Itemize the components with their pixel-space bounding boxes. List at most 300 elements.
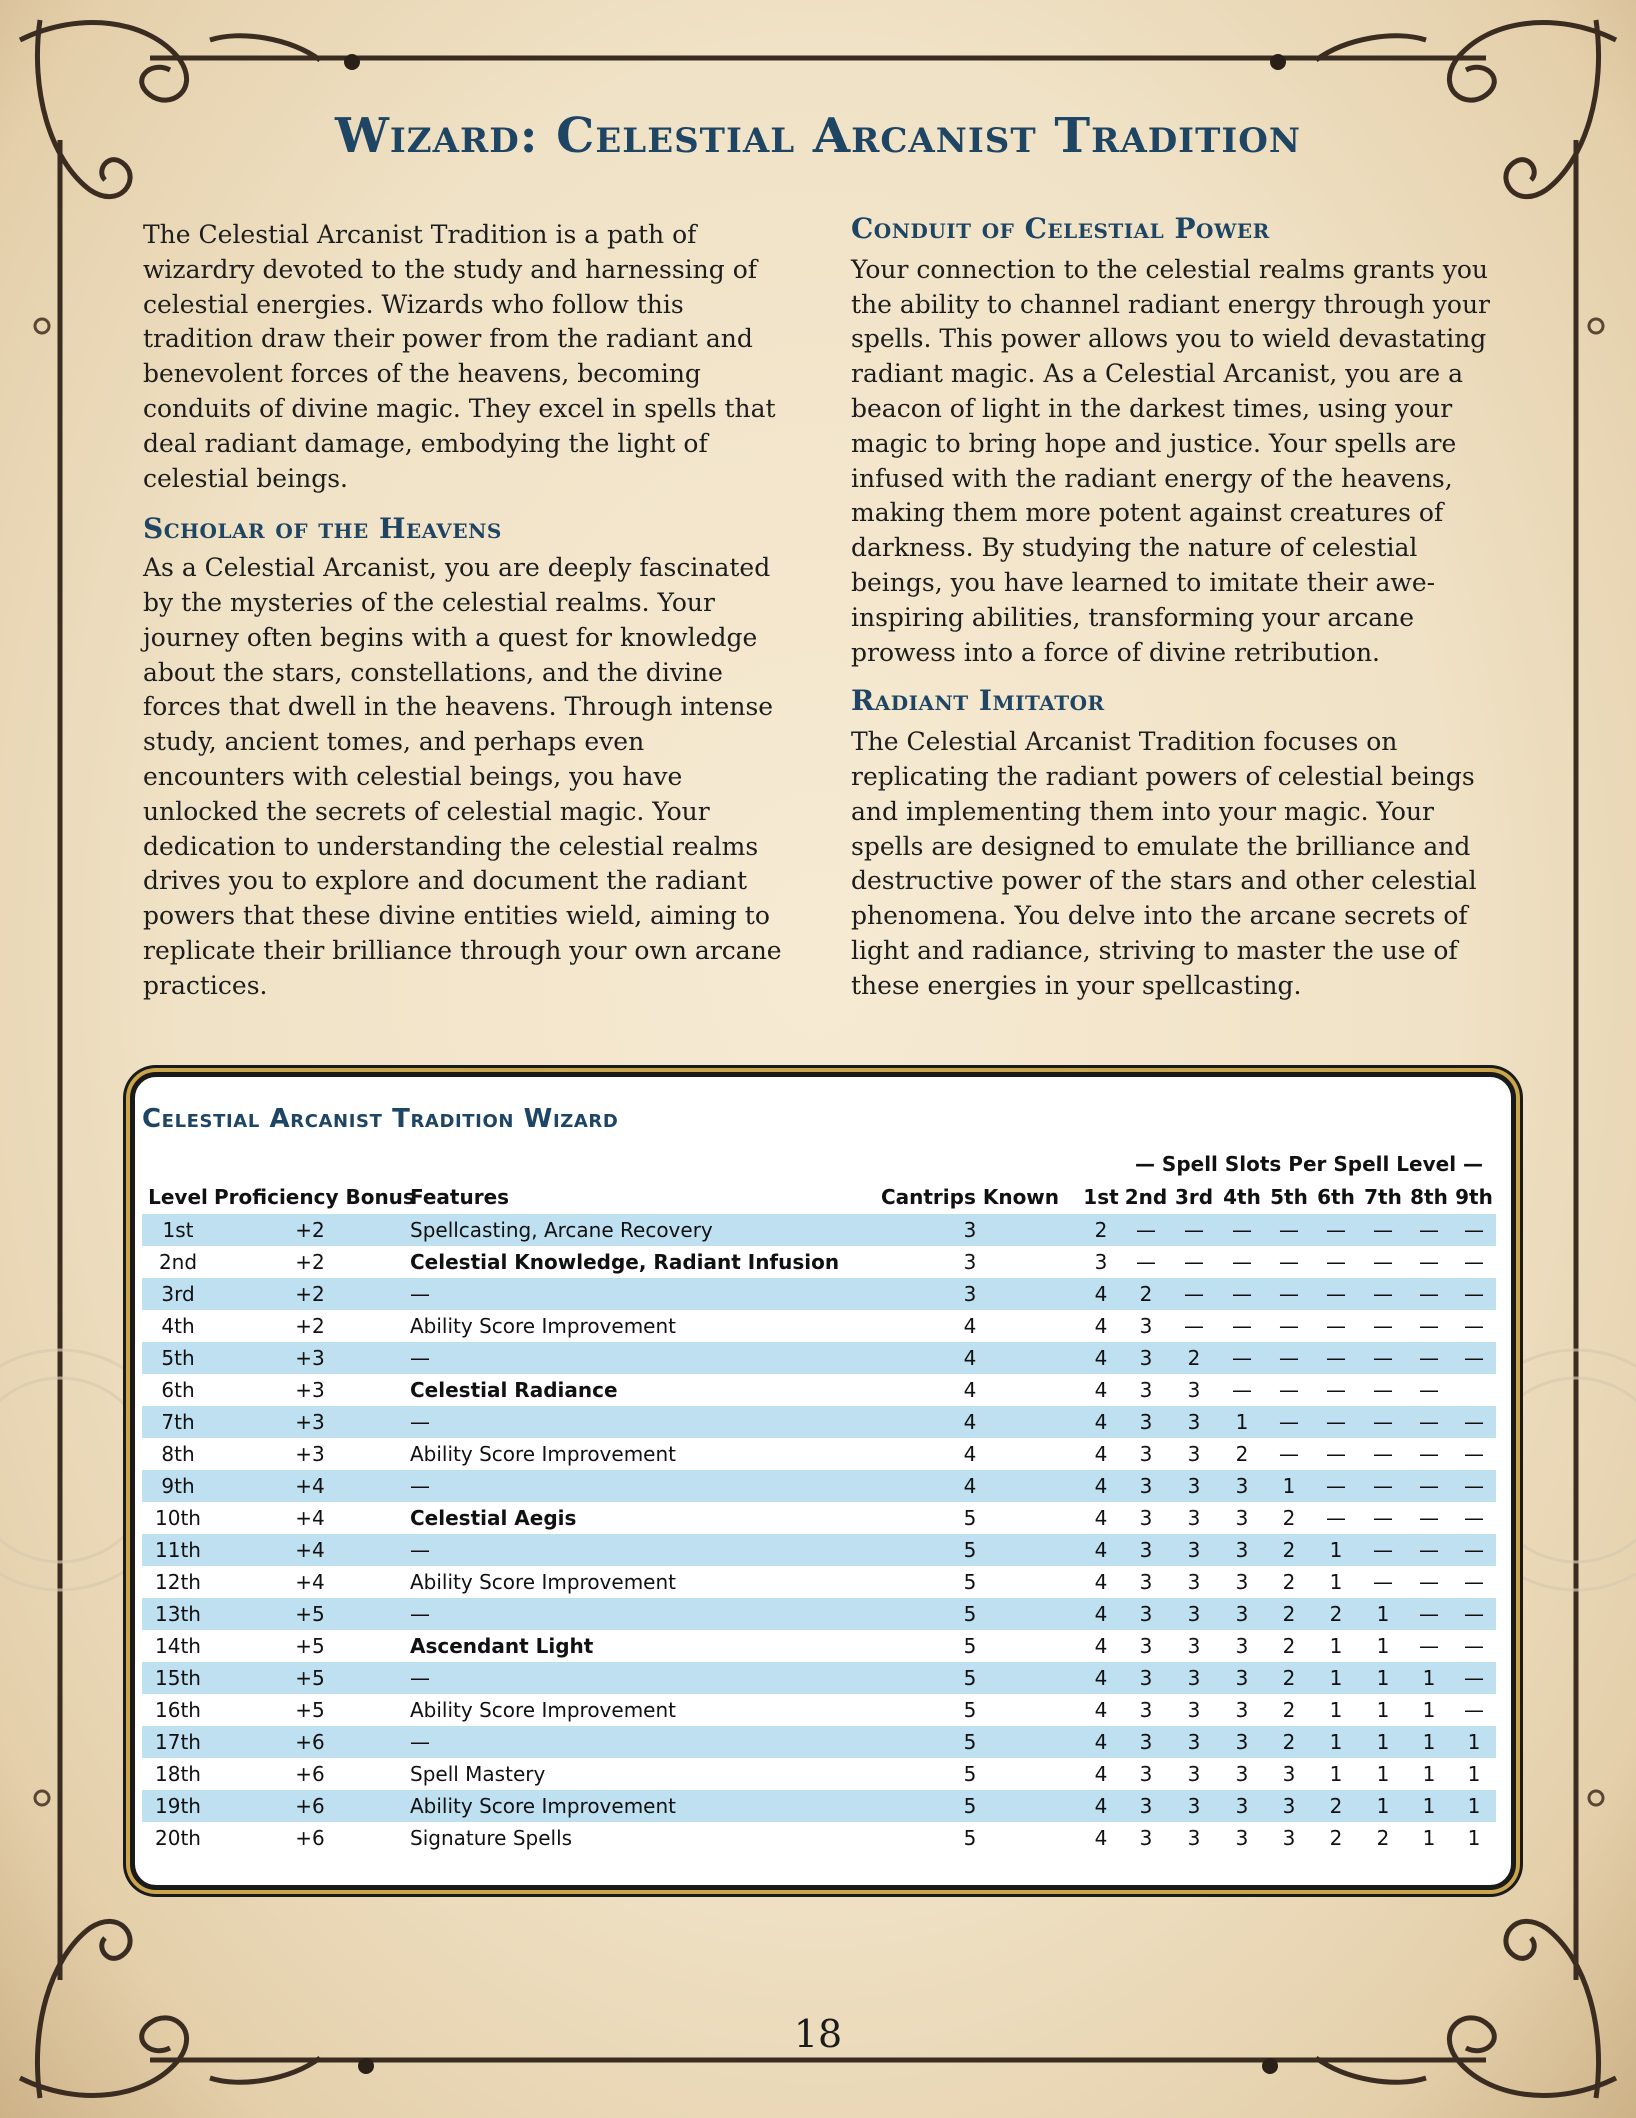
table-row [142, 1822, 1496, 1854]
table-cell: 2 [1122, 1278, 1170, 1310]
table-cell: 1 [1360, 1662, 1406, 1694]
table-cell: — [1419, 1570, 1439, 1594]
table-cell: 1 [1329, 1698, 1343, 1722]
table-row [142, 1566, 1496, 1598]
table-cell: Spellcasting, Arcane Recovery [406, 1214, 860, 1246]
table-cell: 3 [1122, 1470, 1170, 1502]
table-cell: — [1279, 1250, 1299, 1274]
table-cell: — [1312, 1342, 1360, 1374]
table-cell: 12th [155, 1570, 201, 1594]
table-cell: — [1232, 1250, 1252, 1274]
table-cell: 2 [1266, 1598, 1312, 1630]
table-cell: 1 [1376, 1762, 1390, 1786]
table-cell: — [1218, 1278, 1266, 1310]
table-cell: 4 [1080, 1278, 1122, 1310]
table-cell: — [1373, 1314, 1393, 1338]
table-cell: 3 [1139, 1314, 1153, 1338]
table-cell: — [1373, 1378, 1393, 1402]
table-cell: — [1266, 1342, 1312, 1374]
table-cell: 3 [1122, 1662, 1170, 1694]
table-cell: — [1452, 1662, 1496, 1694]
table-cell: — [1419, 1634, 1439, 1658]
table-cell: Ability Score Improvement [410, 1570, 676, 1594]
table-cell: +2 [295, 1314, 325, 1338]
table-cell: 4 [1094, 1506, 1108, 1530]
table-cell: 1 [1406, 1790, 1452, 1822]
table-cell: 3 [1218, 1790, 1266, 1822]
table-cell: 2 [1170, 1342, 1218, 1374]
table-cell: 1 [1312, 1726, 1360, 1758]
table-cell: — [1373, 1506, 1393, 1530]
table-cell: 3 [1170, 1534, 1218, 1566]
column-header: 9th [1455, 1185, 1493, 1209]
table-cell: 9th [142, 1470, 214, 1502]
table-cell: — [1419, 1250, 1439, 1274]
table-row [142, 1598, 1496, 1630]
left-column [143, 218, 793, 1004]
table-header-row [142, 1180, 1496, 1214]
table-cell: 16th [155, 1698, 201, 1722]
table-cell: 3 [1187, 1634, 1201, 1658]
table-cell: 5 [963, 1762, 977, 1786]
table-row [142, 1406, 1496, 1438]
table-cell: 5 [860, 1598, 1080, 1630]
table-cell: 4 [860, 1470, 1080, 1502]
table-cell: 1 [1452, 1726, 1496, 1758]
table-cell: — [1312, 1406, 1360, 1438]
table-cell: Celestial Aegis [410, 1506, 577, 1530]
table-cell: 5 [860, 1662, 1080, 1694]
table-cell: 4th [161, 1314, 195, 1338]
table-cell: — [406, 1278, 860, 1310]
column-header: Features [410, 1185, 510, 1209]
table-cell: +6 [295, 1762, 325, 1786]
table-cell: 14th [155, 1634, 201, 1658]
table-cell: — [1452, 1406, 1496, 1438]
table-cell: — [1170, 1278, 1218, 1310]
table-cell: — [1170, 1214, 1218, 1246]
column-header: Level [148, 1185, 208, 1209]
table-cell: 3 [1235, 1762, 1249, 1786]
table-cell: 3 [1235, 1634, 1249, 1658]
table-cell: — [406, 1598, 860, 1630]
table-row [142, 1630, 1496, 1662]
table-row [142, 1534, 1496, 1566]
table-cell: Ability Score Improvement [410, 1314, 676, 1338]
table-cell: 8th [161, 1442, 195, 1466]
table-row [142, 1214, 1496, 1246]
table-cell: 1 [1422, 1826, 1436, 1850]
table-cell: +3 [295, 1442, 325, 1466]
section-heading-radiant: Radiant Imitator [851, 684, 1105, 718]
section-body-conduit: Your connection to the celestial realms grants you the ability to channel radiant energy through your spells. This power allows you to wield devastating radiant magic. As a Celestial Arcanist, you are a beacon of light in the darkest times, using your magic to bring hope and justice. Your spells are infused with the radiant energy of the heavens, making them more potent against creatures of darkness. By studying the nature of celestial beings, you have learned to imitate their awe-inspiring abilities, transforming your arcane prowess into a force of divine retribution. [851, 254, 1490, 667]
table-cell: — [1326, 1314, 1346, 1338]
table-cell: 11th [142, 1534, 214, 1566]
page-title: Wizard: Celestial Arcanist Tradition [334, 108, 1301, 164]
table-cell: — [1279, 1378, 1299, 1402]
table-row [142, 1374, 1496, 1406]
table-cell: +4 [295, 1506, 325, 1530]
table-cell: 3 [1187, 1506, 1201, 1530]
table-cell: — [1452, 1214, 1496, 1246]
table-cell: +4 [214, 1470, 406, 1502]
table-cell: 5 [963, 1698, 977, 1722]
table-row [142, 1342, 1496, 1374]
column-header: 2nd [1124, 1185, 1168, 1209]
table-cell: — [1122, 1214, 1170, 1246]
table-cell: — [1464, 1698, 1484, 1722]
table-cell: 3 [963, 1250, 977, 1274]
table-cell: 6th [161, 1378, 195, 1402]
table-cell: — [1360, 1534, 1406, 1566]
table-cell: 4 [1080, 1598, 1122, 1630]
table-cell: Celestial Radiance [410, 1378, 618, 1402]
table-cell: 4 [1080, 1662, 1122, 1694]
table-cell: +5 [295, 1634, 325, 1658]
table-cell: 1 [1329, 1634, 1343, 1658]
table-cell: 1 [1467, 1762, 1481, 1786]
section-body-scholar: As a Celestial Arcanist, you are deeply fascinated by the mysteries of the celestial realms. Your journey often begins with a quest for knowledge about the stars, constellations, and the divine forces that dwell in the heavens. Through intense study, ancient tomes, and perhaps even encounters with celestial beings, you have unlocked the secrets of celestial magic. Your dedication to understanding the celestial realms drives you to explore and document the radiant powers that these divine entities wield, aiming to replicate their brilliance through your own arcane practices. [143, 553, 782, 1000]
table-cell: — [1419, 1314, 1439, 1338]
table-cell: 4 [1080, 1406, 1122, 1438]
column-header: 8th [1410, 1185, 1448, 1209]
table-cell: 1 [1376, 1698, 1390, 1722]
table-cell: 4 [963, 1378, 977, 1402]
table-cell: 5 [860, 1790, 1080, 1822]
table-cell: 3 [1187, 1826, 1201, 1850]
table-cell: +5 [295, 1698, 325, 1722]
table-cell: 3 [1139, 1570, 1153, 1594]
table-cell: Celestial Knowledge, Radiant Infusion [410, 1250, 840, 1274]
table-row [142, 1278, 1496, 1310]
table-cell: 3 [1282, 1826, 1296, 1850]
table-cell: 3 [1235, 1826, 1249, 1850]
table-cell: — [1326, 1442, 1346, 1466]
table-cell: 3 [1187, 1698, 1201, 1722]
table-cell: 4 [1094, 1634, 1108, 1658]
spell-slots-header: — Spell Slots Per Spell Level — [1134, 1152, 1484, 1176]
table-cell: 2 [1266, 1662, 1312, 1694]
table-cell: 4 [1094, 1442, 1108, 1466]
table-cell: 2 [1312, 1790, 1360, 1822]
section-heading-conduit: Conduit of Celestial Power [851, 212, 1270, 245]
table-cell: — [1360, 1406, 1406, 1438]
table-cell: 1 [1329, 1570, 1343, 1594]
table-cell: — [1406, 1214, 1452, 1246]
table-cell: 4 [860, 1406, 1080, 1438]
table-cell: 3 [1187, 1378, 1201, 1402]
table-cell: 3 [1139, 1762, 1153, 1786]
table-cell: — [1232, 1378, 1252, 1402]
table-cell: 4 [1080, 1790, 1122, 1822]
table-cell: — [1464, 1250, 1484, 1274]
table-cell: 3 [1170, 1406, 1218, 1438]
class-table-title: Celestial Arcanist Tradition Wizard [142, 1104, 619, 1134]
table-cell: — [1406, 1406, 1452, 1438]
table-cell: 3 [1187, 1762, 1201, 1786]
table-row [142, 1758, 1496, 1790]
table-cell: Ascendant Light [410, 1634, 594, 1658]
table-cell: 3 [1139, 1506, 1153, 1530]
table-cell: 2 [1376, 1826, 1390, 1850]
table-cell: 3 [1170, 1726, 1218, 1758]
table-cell: 5 [860, 1534, 1080, 1566]
table-cell: 4 [1094, 1314, 1108, 1338]
table-cell: +3 [214, 1406, 406, 1438]
table-cell [1452, 1374, 1496, 1406]
table-row [142, 1246, 1496, 1278]
table-cell: — [1406, 1470, 1452, 1502]
table-cell: — [1406, 1278, 1452, 1310]
table-cell: 5 [963, 1634, 977, 1658]
table-cell: 3 [1218, 1662, 1266, 1694]
table-cell: — [1464, 1442, 1484, 1466]
table-cell: — [1184, 1314, 1204, 1338]
table-cell: 4 [1094, 1378, 1108, 1402]
table-cell: +4 [214, 1534, 406, 1566]
table-cell: 3 [860, 1278, 1080, 1310]
table-cell: 2 [1329, 1826, 1343, 1850]
table-cell: +4 [295, 1570, 325, 1594]
table-cell: 1 [1467, 1826, 1481, 1850]
table-cell: — [1266, 1214, 1312, 1246]
table-cell: +2 [214, 1214, 406, 1246]
table-cell: 1st [142, 1214, 214, 1246]
table-cell: — [1452, 1534, 1496, 1566]
table-cell: 3 [1170, 1598, 1218, 1630]
table-cell: 2 [1266, 1726, 1312, 1758]
table-cell: +2 [214, 1278, 406, 1310]
table-cell: — [1464, 1314, 1484, 1338]
table-cell: 4 [963, 1442, 977, 1466]
table-cell: — [406, 1534, 860, 1566]
table-cell: 4 [1080, 1726, 1122, 1758]
table-cell: 4 [1080, 1470, 1122, 1502]
table-cell: 3 [1122, 1726, 1170, 1758]
column-header: 7th [1364, 1185, 1402, 1209]
table-cell: 5 [963, 1570, 977, 1594]
page-number: 18 [793, 2012, 843, 2056]
table-cell: — [406, 1662, 860, 1694]
table-cell: — [1312, 1278, 1360, 1310]
table-cell: +6 [295, 1826, 325, 1850]
table-cell: +5 [214, 1662, 406, 1694]
table-cell: — [1452, 1278, 1496, 1310]
table-cell: 1 [1266, 1470, 1312, 1502]
table-cell: — [1232, 1314, 1252, 1338]
table-cell: 13th [142, 1598, 214, 1630]
table-cell: — [1419, 1378, 1439, 1402]
table-cell: 3 [1235, 1570, 1249, 1594]
table-cell: — [1326, 1506, 1346, 1530]
right-column [851, 212, 1499, 1004]
table-cell: — [1360, 1342, 1406, 1374]
table-cell: +2 [295, 1250, 325, 1274]
table-cell: +5 [214, 1598, 406, 1630]
table-cell: 4 [1080, 1342, 1122, 1374]
table-cell: 1 [1312, 1662, 1360, 1694]
table-cell: 5 [963, 1826, 977, 1850]
table-cell: +6 [214, 1790, 406, 1822]
table-cell: — [1360, 1214, 1406, 1246]
table-cell: 1 [1422, 1762, 1436, 1786]
table-cell: — [1218, 1342, 1266, 1374]
table-cell: — [1452, 1470, 1496, 1502]
table-cell: 3 [1139, 1442, 1153, 1466]
table-cell: — [1373, 1250, 1393, 1274]
table-cell: 4 [1094, 1698, 1108, 1722]
table-cell: 2 [1282, 1570, 1296, 1594]
table-cell: — [1360, 1470, 1406, 1502]
table-cell: — [1419, 1506, 1439, 1530]
table-cell: 1 [1329, 1762, 1343, 1786]
table-cell: +6 [214, 1726, 406, 1758]
table-cell: Ability Score Improvement [410, 1698, 676, 1722]
table-row [142, 1310, 1496, 1342]
table-cell: 3 [1139, 1378, 1153, 1402]
section-body-radiant: The Celestial Arcanist Tradition focuses on replicating the radiant powers of celestial beings and implementing them into your magic. Your spells are designed to emulate the brilliance and destructive power of the stars and other celestial phenomena. You delve into the arcane secrets of light and radiance, striving to master the use of these energies in your spellcasting. [851, 727, 1477, 1000]
table-cell: 3 [1139, 1698, 1153, 1722]
column-header: 6th [1317, 1185, 1355, 1209]
table-cell: 1 [1360, 1790, 1406, 1822]
table-cell: — [1312, 1214, 1360, 1246]
table-cell: 3 [1218, 1470, 1266, 1502]
table-cell: 19th [142, 1790, 214, 1822]
table-cell: 3 [1170, 1470, 1218, 1502]
table-cell: — [1266, 1278, 1312, 1310]
intro-paragraph: The Celestial Arcanist Tradition is a path of wizardry devoted to the study and harnessing of celestial energies. Wizards who follow this tradition draw their power from the radiant and benevolent forces of the heavens, becoming conduits of divine magic. They excel in spells that deal radiant damage, embodying the light of celestial beings. [143, 220, 776, 493]
table-cell: 4 [860, 1342, 1080, 1374]
column-header: 4th [1223, 1185, 1261, 1209]
table-cell: 17th [142, 1726, 214, 1758]
column-header: Proficiency Bonus [214, 1185, 415, 1209]
table-cell: 2 [1282, 1634, 1296, 1658]
table-cell: — [1452, 1598, 1496, 1630]
table-cell: 4 [1094, 1570, 1108, 1594]
table-cell: +3 [295, 1378, 325, 1402]
table-cell: 2nd [158, 1250, 198, 1274]
table-cell: 3 [1235, 1698, 1249, 1722]
table-cell: Ability Score Improvement [406, 1790, 860, 1822]
table-cell: 1 [1422, 1698, 1436, 1722]
table-cell: 18th [155, 1762, 201, 1786]
table-cell: +3 [214, 1342, 406, 1374]
table-row [142, 1790, 1496, 1822]
table-cell: 10th [155, 1506, 201, 1530]
table-cell: 3 [1218, 1726, 1266, 1758]
table-cell: — [1184, 1250, 1204, 1274]
table-cell: — [1279, 1442, 1299, 1466]
table-cell: 3 [1170, 1790, 1218, 1822]
table-cell: 3 [1122, 1406, 1170, 1438]
table-cell: 3 [1122, 1342, 1170, 1374]
table-cell: 1 [1312, 1534, 1360, 1566]
column-header: 1st [1083, 1185, 1119, 1209]
table-cell: — [1360, 1278, 1406, 1310]
table-cell: 5 [963, 1506, 977, 1530]
table-cell: — [406, 1406, 860, 1438]
table-cell: — [406, 1470, 860, 1502]
table-cell: — [1266, 1406, 1312, 1438]
table-cell: — [1373, 1570, 1393, 1594]
table-cell: — [1136, 1250, 1156, 1274]
table-cell: 5 [860, 1726, 1080, 1758]
table-cell: — [1279, 1314, 1299, 1338]
table-cell: — [1419, 1442, 1439, 1466]
table-cell: 3 [1218, 1598, 1266, 1630]
table-row [142, 1694, 1496, 1726]
table-cell: — [1406, 1534, 1452, 1566]
table-cell: 3 [1122, 1534, 1170, 1566]
table-cell: 3 [1187, 1570, 1201, 1594]
table-cell: — [1326, 1378, 1346, 1402]
table-cell: 1 [1406, 1662, 1452, 1694]
table-cell: 1 [1406, 1726, 1452, 1758]
table-cell: 4 [1094, 1826, 1108, 1850]
table-cell: 2 [1282, 1506, 1296, 1530]
table-cell: — [1464, 1634, 1484, 1658]
table-cell: 5th [142, 1342, 214, 1374]
table-cell: 15th [142, 1662, 214, 1694]
table-cell: — [1464, 1506, 1484, 1530]
table-cell: 2 [1282, 1698, 1296, 1722]
table-cell: 3 [860, 1214, 1080, 1246]
table-cell: 2 [1080, 1214, 1122, 1246]
table-row [142, 1438, 1496, 1470]
table-cell: Ability Score Improvement [410, 1442, 676, 1466]
table-cell: 3 [1235, 1506, 1249, 1530]
table-cell: 3 [1094, 1250, 1108, 1274]
table-cell: — [406, 1726, 860, 1758]
table-cell: Spell Mastery [410, 1762, 546, 1786]
table-cell: — [1312, 1470, 1360, 1502]
table-cell: Signature Spells [410, 1826, 573, 1850]
table-cell: 3 [1266, 1790, 1312, 1822]
table-cell: 2 [1235, 1442, 1249, 1466]
table-cell: 3 [1170, 1662, 1218, 1694]
column-header: Cantrips Known [880, 1185, 1060, 1209]
table-row [142, 1502, 1496, 1534]
table-row [142, 1662, 1496, 1694]
table-cell: 3 [1187, 1442, 1201, 1466]
class-progression-table [142, 1180, 1496, 1854]
table-cell: 1 [1218, 1406, 1266, 1438]
table-cell: 1 [1376, 1634, 1390, 1658]
column-header: 3rd [1174, 1185, 1214, 1209]
table-cell: 2 [1266, 1534, 1312, 1566]
table-cell: 4 [963, 1314, 977, 1338]
table-cell: 3 [1122, 1790, 1170, 1822]
table-cell: 3 [1139, 1826, 1153, 1850]
column-header: 5th [1270, 1185, 1308, 1209]
table-row [142, 1726, 1496, 1758]
table-cell: — [1373, 1442, 1393, 1466]
table-cell: 4 [1080, 1534, 1122, 1566]
table-cell: 3 [1139, 1634, 1153, 1658]
table-cell: 1 [1360, 1598, 1406, 1630]
table-cell: 3 [1282, 1762, 1296, 1786]
table-cell: 3 [1218, 1534, 1266, 1566]
table-cell: 3 [1122, 1598, 1170, 1630]
table-cell: 3rd [142, 1278, 214, 1310]
table-cell: — [1452, 1342, 1496, 1374]
table-cell: — [1326, 1250, 1346, 1274]
table-cell: 7th [142, 1406, 214, 1438]
table-cell: — [1218, 1214, 1266, 1246]
table-cell: — [406, 1342, 860, 1374]
table-cell: 20th [155, 1826, 201, 1850]
table-cell: — [1464, 1570, 1484, 1594]
